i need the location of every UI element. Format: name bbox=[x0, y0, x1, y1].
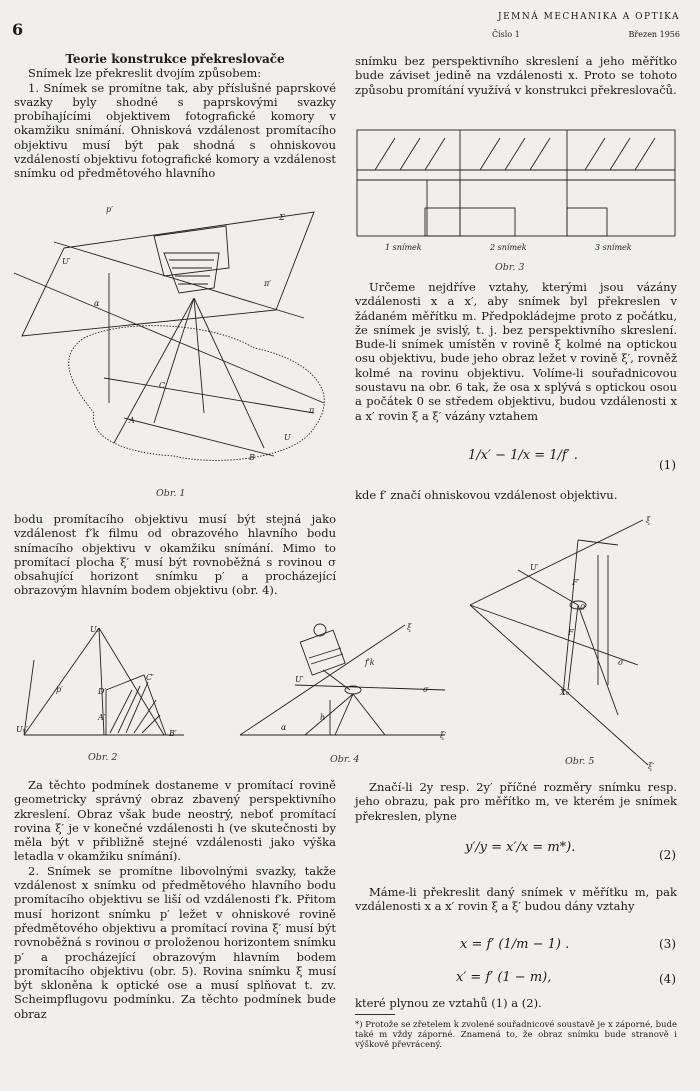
svg-text:ξ: ξ bbox=[646, 516, 651, 525]
svg-text:A′: A′ bbox=[98, 713, 106, 722]
equation-4: x′ = f′ (1 − m), bbox=[456, 970, 552, 985]
after-eq1-text: kde f′ značí ohniskovou vzdálenost objektivu. bbox=[355, 488, 618, 502]
continuation-paragraph: bodu promítacího objektivu musí být stejná jako vzdálenost f′k filmu od obrazového hlavního bodu snímacího objektivu v okamžiku snímání. Mimo to promítací plocha ξ′ musí být rovnoběžná s rovinou σ obsahující horizont snímku p′ a procházející obrazovým hlavním bodem objektivu (obr. 4). bbox=[14, 512, 336, 598]
svg-text:3 snímek: 3 snímek bbox=[595, 243, 632, 252]
figure-5-caption: Obr. 5 bbox=[565, 756, 595, 767]
right-para3: Máme-li překreslit daný snímek v měřítku m, pak vzdálenosti x a x′ rovin ξ a ξ′ budou dány vztahy bbox=[355, 885, 677, 914]
page-number: 6 bbox=[12, 20, 24, 39]
right-column-para1 bbox=[355, 280, 677, 423]
figure-2-caption: Obr. 2 bbox=[88, 752, 118, 763]
figure-3 bbox=[355, 128, 677, 256]
svg-text:U′: U′ bbox=[295, 675, 304, 684]
figure-1 bbox=[14, 198, 336, 498]
svg-text:f′k: f′k bbox=[365, 658, 375, 667]
after-eq4 bbox=[355, 996, 677, 1010]
svg-text:C: C bbox=[159, 381, 166, 390]
svg-text:F′: F′ bbox=[572, 578, 580, 587]
svg-text:B′: B′ bbox=[169, 729, 177, 738]
equation-1: 1/x′ − 1/x = 1/f′ . bbox=[468, 448, 578, 463]
svg-text:ξ′: ξ′ bbox=[648, 762, 655, 771]
svg-text:p′: p′ bbox=[106, 205, 113, 214]
svg-text:B: B bbox=[249, 453, 255, 462]
right-para1: Určeme nejdříve vztahy, kterými jsou vázány vzdálenosti x a x′, aby snímek byl překreslen v žádaném měřítku m. Předpokládejme proto z počátku, že snímek je svislý, t. j. bez perspektivního skreslení. Bude-li snímek umístěn v rovině ξ kolmé na optickou osu objektivu, bude jeho obraz ležet v rovině ξ′, rovněž kolmé na rovinu objektivu. Volíme-li souřadnicovou soustavu na obr. 6 tak, že osa x splývá s optickou osou a počátek 0 se středem objektivu, budou vzdálenosti x a x′ rovin ξ a ξ′ vázány vztahem bbox=[355, 280, 677, 423]
svg-text:D′: D′ bbox=[98, 687, 107, 696]
figure-5 bbox=[468, 515, 683, 770]
figure-4 bbox=[235, 620, 450, 750]
issue-number: Číslo 1 bbox=[492, 30, 520, 39]
svg-text:Σ: Σ bbox=[279, 213, 285, 222]
intro-paragraph: Snímek lze překreslit dvojím způsobem: bbox=[28, 66, 262, 81]
svg-text:U′: U′ bbox=[530, 563, 539, 572]
left-column-top bbox=[14, 52, 336, 181]
right-column-para3 bbox=[355, 885, 677, 914]
equation-4-number: (4) bbox=[659, 972, 676, 986]
svg-text:α: α bbox=[281, 723, 287, 732]
right-column-top bbox=[355, 54, 677, 97]
svg-text:A: A bbox=[129, 416, 135, 425]
footnote: *) Protože se zřetelem k zvolené souřadnicové soustavě je x záporné, bude také m vždy záporné. Znamená to, že obraz snímku bude stranově i výškově převrácený. bbox=[355, 1020, 677, 1050]
svg-text:C′: C′ bbox=[146, 673, 154, 682]
after-eq4-text: které plynou ze vztahů (1) a (2). bbox=[355, 996, 542, 1010]
svg-text:2 snímek: 2 snímek bbox=[490, 243, 527, 252]
svg-text:U′: U′ bbox=[62, 257, 71, 266]
item-2-paragraph: 2. Snímek se promítne libovolnými svazky, takže vzdálenost x snímku od předmětového hlavního bodu promítacího objektivu se liší od vzdálenosti f′k. Přitom musí horizont snímku p′ ležet v ohniskové rovině předmětového objektivu a promítací rovina ξ′ musí být rovnoběžná s rovinou σ proloženou horizontem snímku p′ a procházející obrazovým hlavním bodem promítacího objektivu (obr. 5). Rovina snímku ξ musí být skloněna k optické ose a musí splňovat t. zv. Scheimpflugovu podmínku. Za těchto podmínek bude obraz bbox=[14, 863, 336, 1021]
equation-2-number: (2) bbox=[659, 848, 676, 862]
svg-text:p′: p′ bbox=[56, 685, 63, 694]
left-column-bottom bbox=[14, 778, 336, 1021]
equation-1-number: (1) bbox=[659, 458, 676, 472]
svg-text:U: U bbox=[284, 433, 291, 442]
svg-text:π′: π′ bbox=[264, 279, 272, 288]
figure-4-caption: Obr. 4 bbox=[330, 754, 360, 765]
section-title: Teorie konstrukce překreslovače bbox=[65, 52, 285, 66]
footnote-rule bbox=[355, 1014, 395, 1015]
svg-text:U₀: U₀ bbox=[90, 625, 100, 634]
svg-text:σ: σ bbox=[423, 685, 429, 694]
equation-3: x = f′ (1/m − 1) . bbox=[460, 937, 570, 952]
left-column-continuation bbox=[14, 512, 336, 598]
svg-text:ξ: ξ bbox=[407, 623, 412, 632]
svg-text:α: α bbox=[94, 299, 100, 308]
svg-text:ξ′: ξ′ bbox=[440, 731, 447, 740]
equation-3-number: (3) bbox=[659, 937, 676, 951]
item-1-paragraph: 1. Snímek se promítne tak, aby příslušné paprskové svazky byly shodné s paprskovými svazky probíhajícími objektivem fotografické komory v okamžiku snímání. Ohnisková vzdálenost promítacího objektivu musí být pak shodná s ohniskovou vzdáleností objektivu fotografické komory a vzdálenost snímku od předmětového hlavního bbox=[14, 80, 336, 181]
issue-date: Březen 1956 bbox=[628, 30, 680, 39]
figure-1-caption: Obr. 1 bbox=[156, 488, 186, 499]
svg-text:1 snímek: 1 snímek bbox=[385, 243, 422, 252]
svg-text:0: 0 bbox=[580, 603, 586, 612]
svg-text:U₀′: U₀′ bbox=[16, 725, 28, 734]
equation-2: y′/y = x′/x = m*). bbox=[465, 840, 576, 855]
bottom-paragraph: Za těchto podmínek dostaneme v promítací rovině geometricky správný obraz zbavený perspektivního zkreslení. Obraz však bude neostrý, neboť promítací rovina ξ′ je v konečné vzdálenosti h (ve skutečnosti by měla být v přibližně stejné vzdálenosti jako výška letadla v okamžiku snímání). bbox=[14, 778, 336, 864]
svg-text:X₀′: X₀′ bbox=[560, 688, 571, 697]
svg-text:F: F bbox=[568, 628, 574, 637]
right-para2: Značí-li 2y resp. 2y′ příčné rozměry snímku resp. jeho obrazu, pak pro měřítko m, ve kterém je snímek překreslen, plyne bbox=[355, 780, 677, 823]
svg-text:σ: σ bbox=[618, 658, 624, 667]
right-column-para2 bbox=[355, 780, 677, 823]
figure-2 bbox=[14, 620, 194, 740]
right-top-paragraph: snímku bez perspektivního skreslení a jeho měřítko bude záviset jedině na vzdálenosti x. Proto se tohoto způsobu promítání využívá v konstrukci překreslovačů. bbox=[355, 54, 677, 97]
svg-text:π: π bbox=[309, 406, 315, 415]
svg-text:h: h bbox=[320, 713, 326, 722]
figure-3-caption: Obr. 3 bbox=[495, 262, 525, 273]
journal-name: JEMNÁ MECHANIKA A OPTIKA bbox=[497, 12, 680, 22]
after-eq1 bbox=[355, 488, 677, 502]
